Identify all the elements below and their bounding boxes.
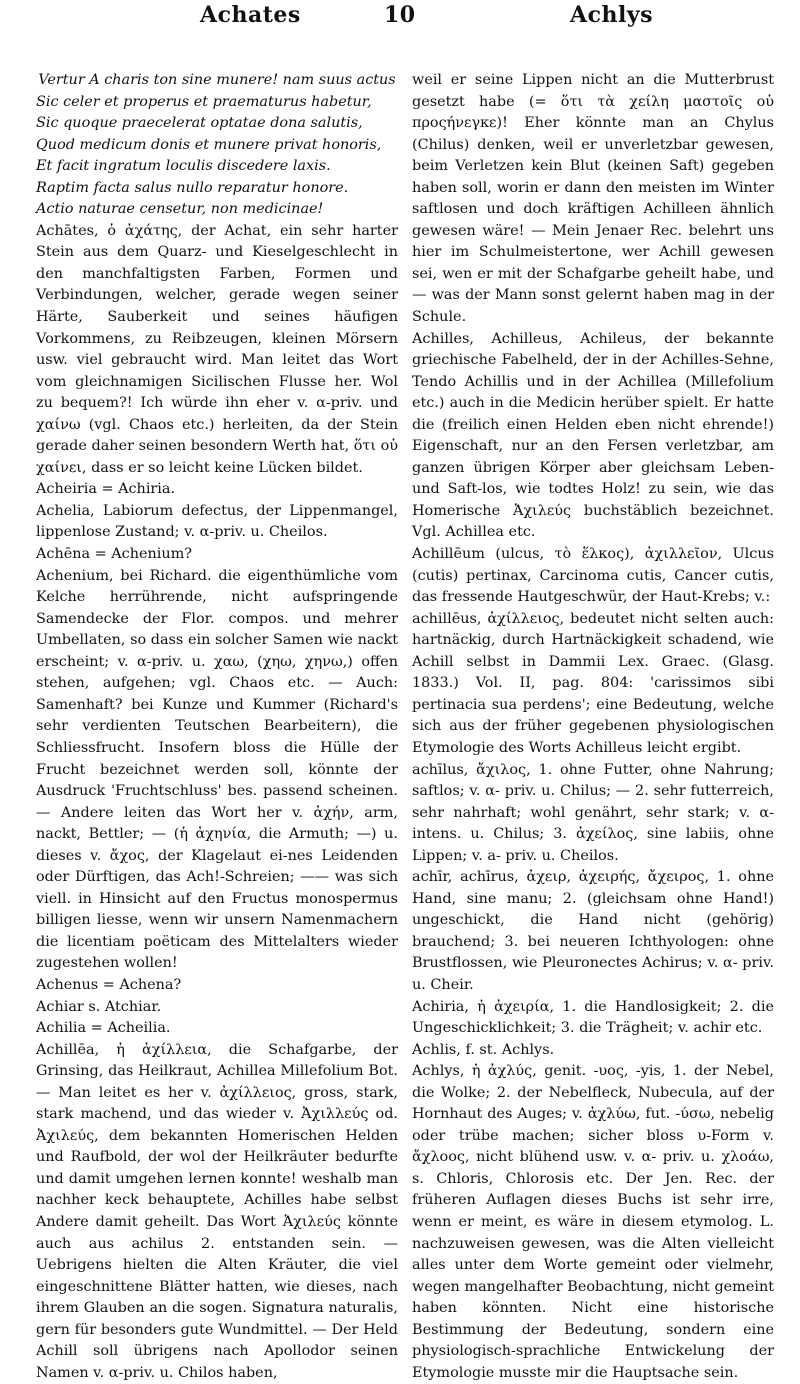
entry-achilleum: Achillēum (ulcus, τὸ ἕλκος), ἀχιλλεῖον, Ulcus (cutis) pertinax, Carcinoma cutis, Cancer cutis, das fressende Hautgeschwür, der Haut-Krebs; v.:: [412, 546, 774, 606]
verse-line: Sic quoque praecelerat optatae dona salutis,: [36, 115, 363, 132]
entry-achlys: Achlys, ἡ ἀχλύς, genit. -υος, -yis, 1. der Nebel, die Wolke; 2. der Nebelfleck, Nubecula, auf der Hornhaut des Auges; v. ἀχλύω, fut. -ύσω, nebelig oder trübe machen; sicher bloss υ-Form v. ἄχλοος, nicht blühend usw. v. α- priv. u. χλοάω, s. Chloris, Chlorosis etc. Der Jen. Rec. der früheren Auflagen dieses Buchs ist sehr irre, wenn er meint, es wäre in diesem etymolog. L. nachzuweisen gewesen, was die Alten vielleicht alles unter dem Worte gemeint oder vielmehr, wegen mangelhafter Beobachtung, nicht gemeint haben könnten. Nicht eine historische Bestimmung der Bedeutung, sondern eine physiologisch-sprachliche Entwickelung der Etymologie musste mir die Hauptsache sein.: [412, 1063, 774, 1381]
header-right-word: Achlys: [570, 2, 653, 28]
entry-achiar: Achiar s. Atchiar.: [36, 998, 162, 1015]
verse-line: Quod medicum donis et munere privat honoris,: [36, 136, 382, 153]
entry-achenium: Achenium, bei Richard. die eigenthümliche vom Kelche herrührende, nicht aufspringende Samendecke der Flor. compos. und mehrer Umbellaten, so dass ein solcher Samen wie nackt erscheint; v. α-priv. u. χαω, (χηω, χηνω,) offen stehen, aufgehen; vgl. Chaos etc. — Auch: Samenhaft? bei Kunze und Kummer (Richard's sehr verdienten Teutschen Bearbeitern), die Schliessfrucht. Insofern bloss die Hülle der Frucht bezeichnet werden soll, könnte der Ausdruck 'Fruchtschluss' bes. passend scheinen. — Andere leiten das Wort her v. ἀχήν, arm, nackt, Bettler; — (ἡ ἀχηνία, die Armuth; —) u. dieses v. ἄχος, der Klagelaut ei-nes Leidenden oder Dürftigen, das Ach!-Schreien; —— was sich viell. in Hinsicht auf den Fructus monospermus billigen liesse, wenn wir unsern Namenmachern die licentiam poëticam des Mittelalters wieder zugestehen wollen!: [36, 567, 398, 972]
verse-line: Sic celer et properus et praematurus habetur,: [36, 93, 372, 110]
entry-achilleus: achillēus, ἀχίλλειος, bedeutet nicht selten auch: hartnäckig, durch Hartnäckigkeit schadend, wie Achill selbst in Dammii Lex. Graec. (Glasg. 1833.) Vol. II, pag. 804: 'carissimos sibi pertinacia sua perdens'; eine Bedeutung, welche sich aus der früher gegebenen physiologischen Etymologie des Worts Achilleus leicht ergibt.: [412, 610, 774, 756]
page-number: 10: [384, 2, 416, 28]
verse-line: Actio naturae censetur, non medicinae!: [36, 201, 324, 218]
entry-achelia: Achelia, Labiorum defectus, der Lippenmangel, lippenlose Zustand; v. α-priv. u. Cheilos.: [36, 502, 398, 541]
entry-achlis: Achlis, f. st. Achlys.: [412, 1041, 555, 1058]
entry-achilus: achīlus, ἄχιλος, 1. ohne Futter, ohne Nahrung; saftlos; v. α- priv. u. Chilus; — 2. sehr futterreich, sehr nahrhaft; wohl genährt, sehr stark; v. α- intens. u. Chilus; 3. ἀχείλος, sine labiis, ohne Lippen; v. a- priv. u. Cheilos.: [412, 761, 774, 864]
verse-line: Raptim facta salus nullo reparatur honore.: [36, 179, 349, 196]
entry-achillea: Achillēa, ἡ ἀχίλλεια, die Schafgarbe, der Grinsing, das Heilkraut, Achillea Millefolium Bot. — Man leitet es her v. ἀχίλλειος, gross, stark, stark machend, und das wieder v. Ἀχιλλεύς od. Ἀχιλεύς, dem bekannten Homerischen Helden und Raufbold, der wol der Heilkräuter bedurfte und damit umgehen lernen konnte! weshalb man nachher keck behauptete, Achilles habe selbst Andere damit geheilt. Das Wort Ἀχιλεύς könnte auch aus achilus 2. entstanden sein. — Uebrigens hielten die Alten Kräuter, die viel eingeschnittene Blätter hatten, wie dieses, nach ihrem Glauben an die sogen. Signatura naturalis, gern für besonders gute Wundmittel. — Der Held Achill soll übrigens nach Apollodor seinen Namen v. α-priv. u. Chilos haben,: [36, 1041, 398, 1381]
entry-continuation: weil er seine Lippen nicht an die Mutterbrust gesetzt habe (= ὅτι τὰ χείλη μαστοῖς οὐ προςήνεγκε)! Eher könnte man an Chylus (Chilus) denken, weil er unverletzbar gewesen, beim Verletzen kein Blut (keinen Saft) gegeben haben soll, worin er dann den meisten im Winter saftlosen und doch kräftigen Achilleen ähnlich gewesen wäre! — Mein Jenaer Rec. belehrt uns hier im Schulmeistertone, wer Achill gewesen sei, wen er mit der Schafgarbe geheilt habe, und — was der Mann sonst gelernt haben mag in der Schule.: [412, 72, 774, 326]
header-left-word: Achates: [200, 2, 301, 28]
entry-achiria: Achiria, ἡ ἀχειρία, 1. die Handlosigkeit; 2. die Ungeschicklichkeit; 3. die Trägheit; v. achir etc.: [412, 998, 774, 1037]
verse-line: Vertur A charis ton sine munere! nam suus actus: [38, 72, 396, 88]
left-column: [36, 70, 398, 1384]
entry-achates: Achātes, ὁ ἀχάτης, der Achat, ein sehr harter Stein aus dem Quarz- und Kieselgeschlecht in den manchfaltigsten Farben, Formen und Verbindungen, welcher, gerade wegen seiner Härte, Sauberkeit und seines häufigen Vorkommens, zu Reibzeugen, kleinen Mörsern usw. viel gebraucht wird. Man leitet das Wort vom gleichnamigen Sicilischen Flusse her. Wol zu bequem?! Ich würde ihn eher v. α-priv. und χαίνω (vgl. Chaos etc.) herleiten, da der Stein gerade daher seinen besondern Werth hat, ὅτι οὐ χαίνει, dass er so leicht keine Lücken bildet.: [36, 222, 398, 476]
entry-achenus: Achenus = Achena?: [36, 976, 182, 993]
entry-acheiria: Acheiria = Achiria.: [36, 481, 176, 498]
running-header: [0, 2, 800, 42]
entry-achilia: Achilia = Acheilia.: [36, 1020, 171, 1037]
right-column: [412, 70, 774, 1384]
entry-achilles: Achilles, Achilleus, Achileus, der bekannte griechische Fabelheld, der in der Achilles-Sehne, Tendo Achillis und in der Achillea (Millefolium etc.) auch in die Medicin herüber spielt. Er hatte die (freilich einen Helden eben nicht ehrende!) Eigenschaft, nur an den Fersen verletzbar, am ganzen übrigen Körper aber gleichsam Leben- und Saft-los, wie todtes Holz! zu sein, wie das Homerische Ἀχιλεύς buchstäblich bezeichnet. Vgl. Achillea etc.: [412, 330, 774, 541]
entry-achena: Achēna = Achenium?: [36, 546, 193, 563]
entry-achir: achīr, achīrus, ἀχειρ, ἀχειρής, ἄχειρος, 1. ohne Hand, sine manu; 2. (gleichsam ohne Hand!) ungeschickt, die Hand nicht (gehörig) brauchend; 3. bei neueren Ichthyologen: ohne Brustflossen, wie Pleuronectes Achirus; v. α- priv. u. Cheir.: [412, 869, 774, 993]
verse-line: Et facit ingratum loculis discedere laxis.: [36, 158, 331, 175]
